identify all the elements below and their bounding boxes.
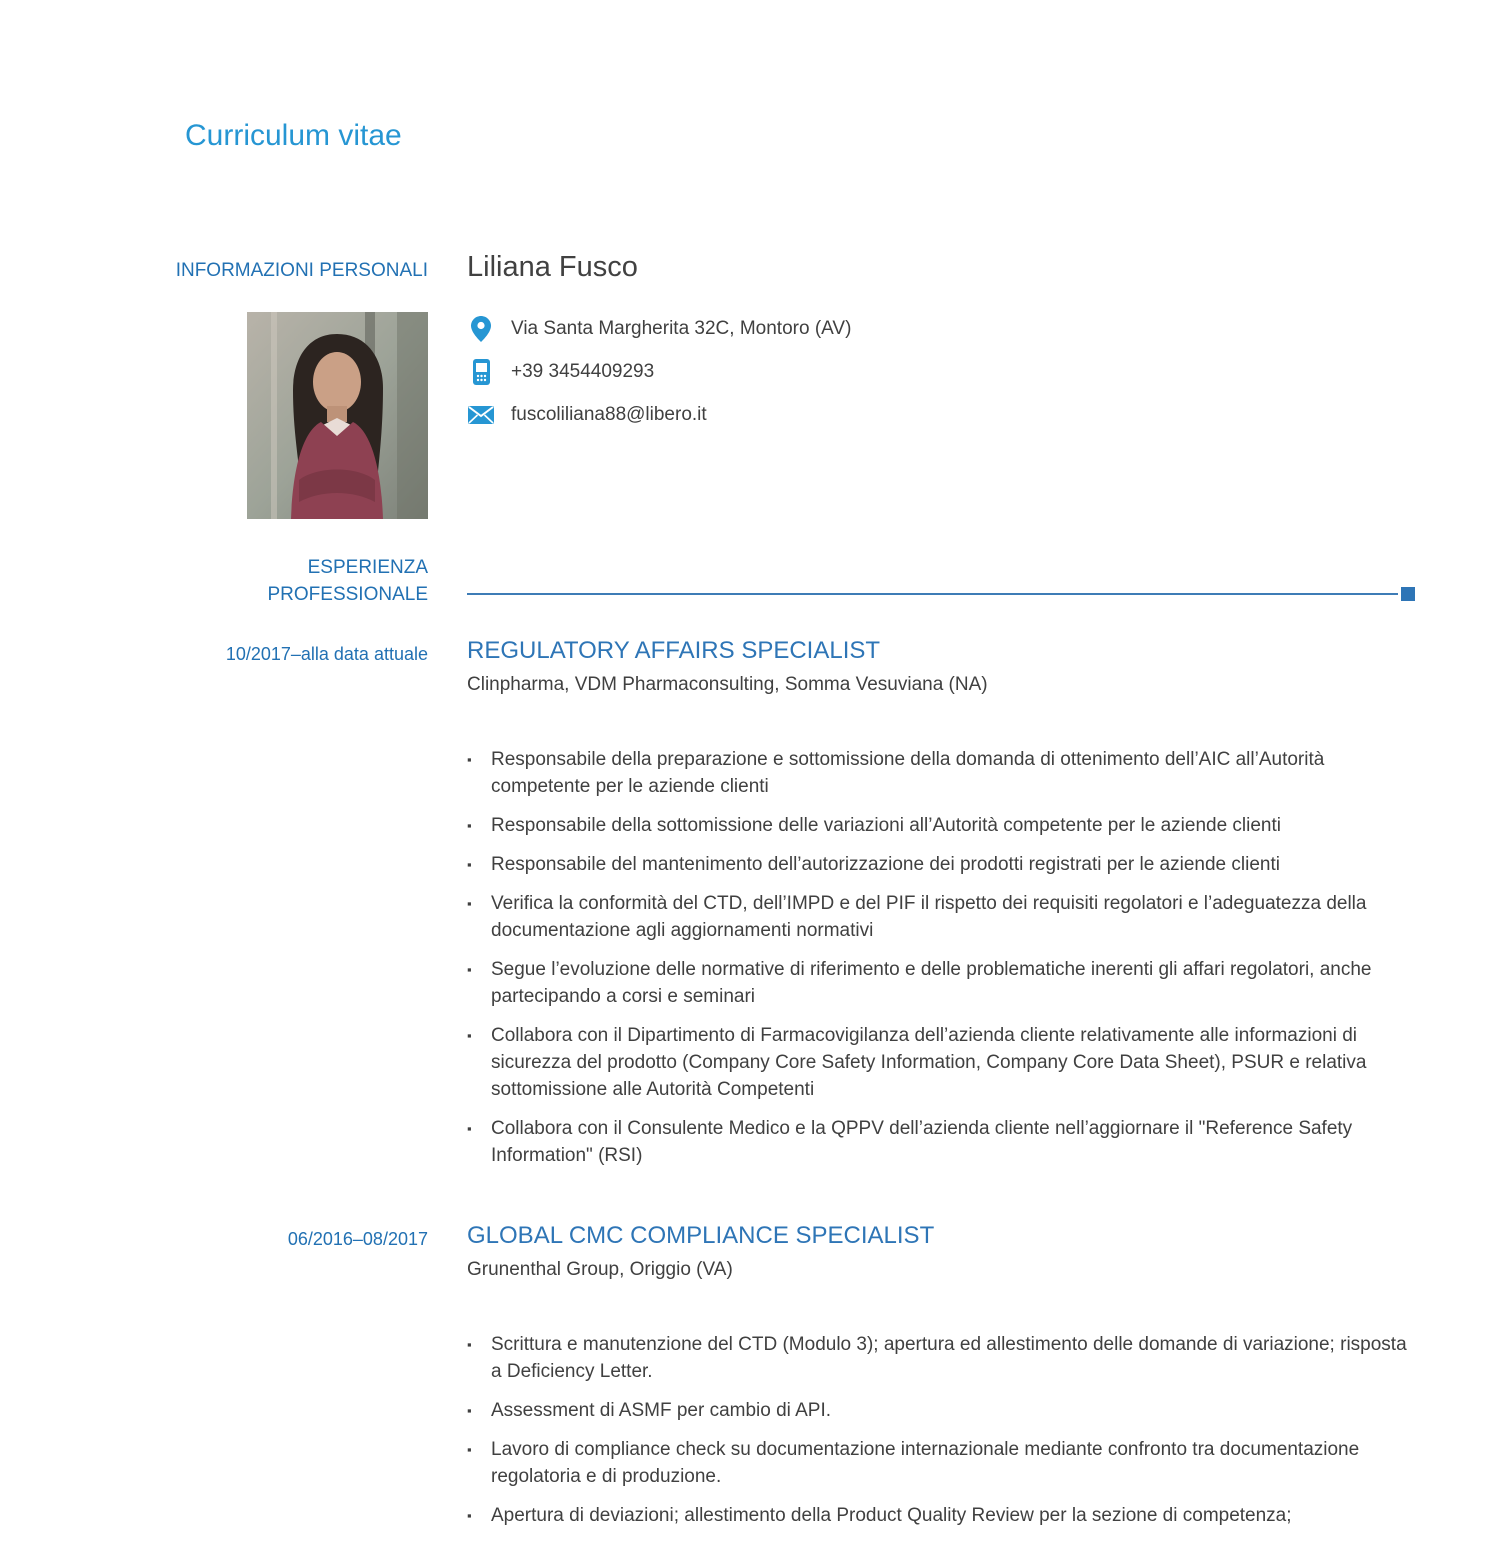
profile-photo-wrap — [0, 312, 428, 524]
job-details — [467, 636, 1500, 1181]
profile-photo — [247, 312, 428, 519]
list-item — [467, 812, 1415, 839]
job-date-cell — [0, 636, 428, 1181]
job-bullet: Scrittura e manutenzione del CTD (Modulo 3); apertura ed allestimento delle domande di variazione; risposta a Deficiency Letter. — [491, 1334, 1407, 1382]
bullet-marker: ▪ — [467, 1508, 472, 1523]
section-rule-square — [1401, 587, 1415, 601]
job-bullet: Collabora con il Dipartimento di Farmacovigilanza dell’azienda cliente relativamente alle informazioni di sicurezza del prodotto (Company Core Safety Information, Company Core Data Sheet), PSUR e relativa sottomissione alle Autorità Competenti — [491, 1025, 1367, 1100]
list-item — [467, 956, 1415, 1010]
section-rule-line — [467, 593, 1398, 595]
personal-info-section — [0, 250, 1500, 524]
job-bullet: Verifica la conformità del CTD, dell’IMPD e del PIF il rispetto dei requisiti regolatori e l’adeguatezza della documentazione agli aggiornamenti normativi — [491, 893, 1367, 941]
contact-address: Via Santa Margherita 32C, Montoro (AV) — [511, 318, 852, 339]
bullet-marker: ▪ — [467, 1442, 472, 1457]
list-item — [467, 1331, 1415, 1385]
list-item — [467, 746, 1415, 800]
contact-email: fuscoliliana88@libero.it — [511, 404, 707, 425]
bullet-marker: ▪ — [467, 1121, 472, 1136]
job-bullet: Lavoro di compliance check su documentazione internazionale mediante confronto tra documentazione regolatoria e di produzione. — [491, 1439, 1360, 1487]
list-item — [467, 890, 1415, 944]
job-entry — [0, 1221, 1500, 1541]
job-date: 06/2016–08/2017 — [287, 1229, 428, 1249]
bullet-marker: ▪ — [467, 1403, 472, 1418]
bullet-list — [467, 1331, 1415, 1529]
personal-info-left — [0, 250, 428, 524]
job-bullet: Responsabile della preparazione e sottomissione della domanda di ottenimento dell’AIC all’Autorità competente per le aziende clienti — [491, 749, 1325, 797]
section-label-experience-line1: ESPERIENZA — [307, 557, 428, 578]
contact-phone: +39 3454409293 — [511, 361, 655, 382]
bullet-marker: ▪ — [467, 1337, 472, 1352]
section-rule — [467, 587, 1415, 601]
experience-label — [0, 554, 428, 608]
phone-icon — [467, 359, 495, 385]
job-employer: Clinpharma, VDM Pharmaconsulting, Somma Vesuviana (NA) — [467, 674, 988, 695]
list-item — [467, 1397, 1415, 1424]
job-title: REGULATORY AFFAIRS SPECIALIST — [467, 637, 881, 664]
bullet-list — [467, 746, 1415, 1169]
job-title: GLOBAL CMC COMPLIANCE SPECIALIST — [467, 1222, 935, 1249]
email-icon — [467, 406, 495, 424]
bullet-marker: ▪ — [467, 1028, 472, 1043]
list-item — [467, 1115, 1415, 1169]
job-bullet: Responsabile del mantenimento dell’autorizzazione dei prodotti registrati per le aziende clienti — [491, 854, 1280, 875]
experience-section-header — [0, 554, 1500, 608]
job-bullet: Collabora con il Consulente Medico e la QPPV dell’azienda cliente nell’aggiornare il "Reference Safety Information" (RSI) — [491, 1118, 1353, 1166]
bullet-marker: ▪ — [467, 857, 472, 872]
page-title: Curriculum vitae — [185, 119, 402, 152]
experience-rule-cell — [467, 587, 1500, 608]
list-item — [467, 1022, 1415, 1103]
job-bullet: Segue l’evoluzione delle normative di riferimento e delle problematiche inerenti gli affari regolatori, anche partecipando a corsi e seminari — [491, 959, 1372, 1007]
job-entry — [0, 636, 1500, 1181]
person-name: Liliana Fusco — [467, 251, 638, 283]
job-bullet: Apertura di deviazioni; allestimento della Product Quality Review per la sezione di competenza; — [491, 1505, 1292, 1526]
contact-row — [467, 402, 1415, 428]
bullet-marker: ▪ — [467, 962, 472, 977]
list-item — [467, 1502, 1415, 1529]
section-label-personal-info: INFORMAZIONI PERSONALI — [175, 260, 428, 281]
job-details — [467, 1221, 1500, 1541]
job-bullet: Assessment di ASMF per cambio di API. — [491, 1400, 832, 1421]
job-employer: Grunenthal Group, Origgio (VA) — [467, 1259, 733, 1280]
contact-row — [467, 359, 1415, 385]
contact-row — [467, 316, 1415, 342]
section-label-experience-line2: PROFESSIONALE — [267, 584, 428, 605]
list-item — [467, 1436, 1415, 1490]
personal-info-main — [467, 250, 1500, 524]
list-item — [467, 851, 1415, 878]
job-date-cell — [0, 1221, 428, 1541]
job-date: 10/2017–alla data attuale — [225, 644, 428, 664]
location-pin-icon — [467, 316, 495, 342]
job-bullet: Responsabile della sottomissione delle variazioni all’Autorità competente per le aziende clienti — [491, 815, 1282, 836]
bullet-marker: ▪ — [467, 752, 472, 767]
bullet-marker: ▪ — [467, 818, 472, 833]
bullet-marker: ▪ — [467, 896, 472, 911]
